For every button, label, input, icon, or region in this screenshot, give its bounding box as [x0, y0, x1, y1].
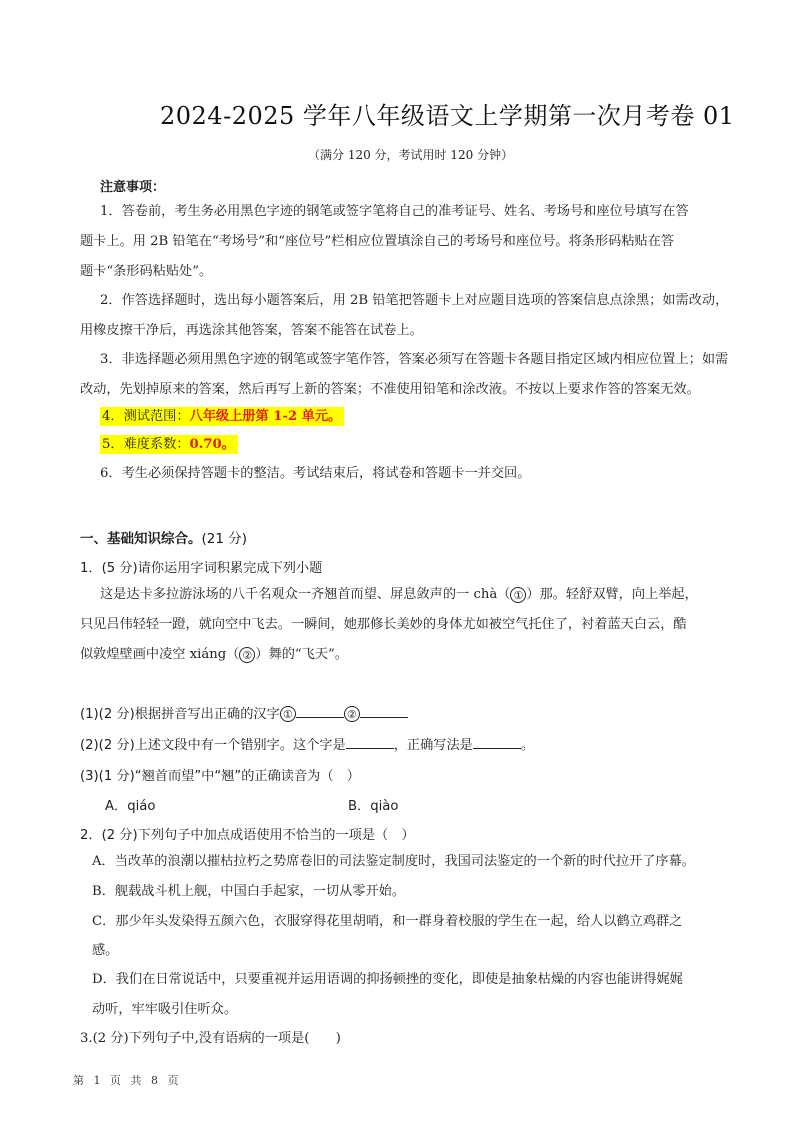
- question-2-option-b[interactable]: B．舰载战斗机上舰，中国白手起家，一切从零开始。: [92, 884, 406, 899]
- answer-blank-2[interactable]: [360, 704, 408, 718]
- answer-blank-1[interactable]: [296, 704, 344, 718]
- option-a[interactable]: A．qiáo: [105, 799, 156, 814]
- wrong-char-blank[interactable]: [346, 735, 394, 749]
- question-1-sub-1: [80, 703, 408, 722]
- option-b[interactable]: B．qiào: [348, 799, 399, 814]
- passage-text: 似敦煌壁画中凌空 xiáng（: [80, 647, 240, 662]
- blank-marker-1: ①: [510, 587, 526, 603]
- sub-question-text: 。: [520, 738, 535, 753]
- question-1-sub-2: [80, 734, 534, 753]
- question-3-stem: 3.(2 分)下列句子中,没有语病的一项是( ): [80, 1031, 341, 1046]
- question-2-option-d-line2[interactable]: 动听，牢牢吸引住听众。: [92, 1002, 238, 1017]
- passage-text: 这是达卡多拉游泳场的八千名观众一齐翘首而望、屏息敛声的一 chà（: [100, 587, 511, 602]
- question-2-option-c-line1[interactable]: C．那少年头发染得五颜六色，衣服穿得花里胡哨，和一群身着校服的学生在一起，给人以鹤立鸡群之: [92, 914, 683, 929]
- passage-text: ）那。轻舒双臂，向上举起，: [526, 587, 698, 602]
- question-1-passage-line3: [80, 640, 348, 670]
- notice-item-1-line3: 题卡“条形码粘贴处”。: [80, 264, 213, 279]
- difficulty-label: 5．难度系数：: [102, 437, 190, 452]
- notice-item-2-line1: 2．作答选择题时，选出每小题答案后，用 2B 铅笔把答题卡上对应题目选项的答案信息点涂黑；如需改动，: [100, 293, 729, 308]
- difficulty-value: 0.70。: [189, 437, 235, 452]
- test-scope-value: 八年级上册第 1-2 单元。: [189, 409, 342, 424]
- notice-item-5: [100, 430, 238, 460]
- exam-title: 2024-2025 学年八年级语文上学期第一次月考卷 01: [160, 102, 735, 130]
- notice-item-3-line2: 改动，先划掉原来的答案，然后再写上新的答案；不准使用铅笔和涂改液。不按以上要求作答的答案无效。: [80, 382, 700, 397]
- question-1-sub-3: (3)(1 分)“翘首而望”中“翘”的正确读音为（ ）: [80, 769, 360, 784]
- test-scope-label: 4．测试范围：: [102, 409, 190, 424]
- question-2-stem: 2．(2 分)下列句子中加点成语使用不恰当的一项是（ ）: [80, 828, 415, 843]
- highlighted-test-scope: [100, 407, 344, 426]
- notice-item-4: [100, 402, 344, 432]
- notice-item-1-line2: 题卡上。用 2B 铅笔在“考场号”和“座位号”栏相应位置填涂自己的考场号和座位号。将条形码粘贴在答: [80, 234, 675, 249]
- question-1-stem: 1．(5 分)请你运用字词积累完成下列小题: [80, 561, 323, 576]
- correct-char-blank[interactable]: [473, 735, 521, 749]
- question-2-option-a[interactable]: A．当改革的浪潮以摧枯拉朽之势席卷旧的司法鉴定制度时，我国司法鉴定的一个新的时代拉开了序幕。: [92, 854, 695, 869]
- passage-text: ）舞的“飞天”。: [255, 647, 348, 662]
- blank-marker-1: ①: [280, 706, 296, 722]
- blank-marker-2: ②: [344, 706, 360, 722]
- question-1-passage-line1: [100, 580, 698, 610]
- sub-question-text: ，正确写法是: [393, 738, 473, 753]
- notice-heading: 注意事项：: [100, 180, 166, 195]
- sub-question-text: (2)(2 分)上述文段中有一个错别字。这个字是: [80, 738, 346, 753]
- question-2-option-d-line1[interactable]: D．我们在日常说话中，只要重视并运用语调的抑扬顿挫的变化，即使是抽象枯燥的内容也能讲得娓娓: [92, 972, 683, 987]
- notice-item-3-line1: 3．非选择题必须用黑色字迹的钢笔或签字笔作答，答案必须写在答题卡各题目指定区域内相应位置上；如需: [100, 352, 729, 367]
- section-1-heading: [80, 527, 247, 547]
- notice-item-1-line1: 1．答卷前，考生务必用黑色字迹的钢笔或签字笔将自己的准考证号、姓名、考场号和座位号填写在答: [100, 204, 689, 219]
- blank-marker-2: ②: [239, 647, 255, 663]
- notice-item-6: 6．考生必须保持答题卡的整洁。考试结束后，将试卷和答题卡一并交回。: [100, 466, 531, 481]
- exam-subtitle: （满分 120 分，考试用时 120 分钟）: [308, 148, 514, 162]
- page-footer: 第 1 页 共 8 页: [73, 1074, 182, 1087]
- question-2-option-c-line2[interactable]: 感。: [92, 943, 119, 958]
- question-1-passage-line2: 只见吕伟轻轻一蹬，就向空中飞去。一瞬间，她那修长美妙的身体尤如被空气托住了，衬着蓝天白云，酷: [80, 617, 687, 632]
- notice-item-2-line2: 用橡皮擦干净后，再选涂其他答案，答案不能答在试卷上。: [80, 323, 423, 338]
- section-1-title: 一、基础知识综合。: [80, 531, 202, 547]
- section-1-points: (21 分): [201, 531, 248, 547]
- sub-question-text: (1)(2 分)根据拼音写出正确的汉字: [80, 707, 280, 722]
- highlighted-difficulty: [100, 435, 238, 454]
